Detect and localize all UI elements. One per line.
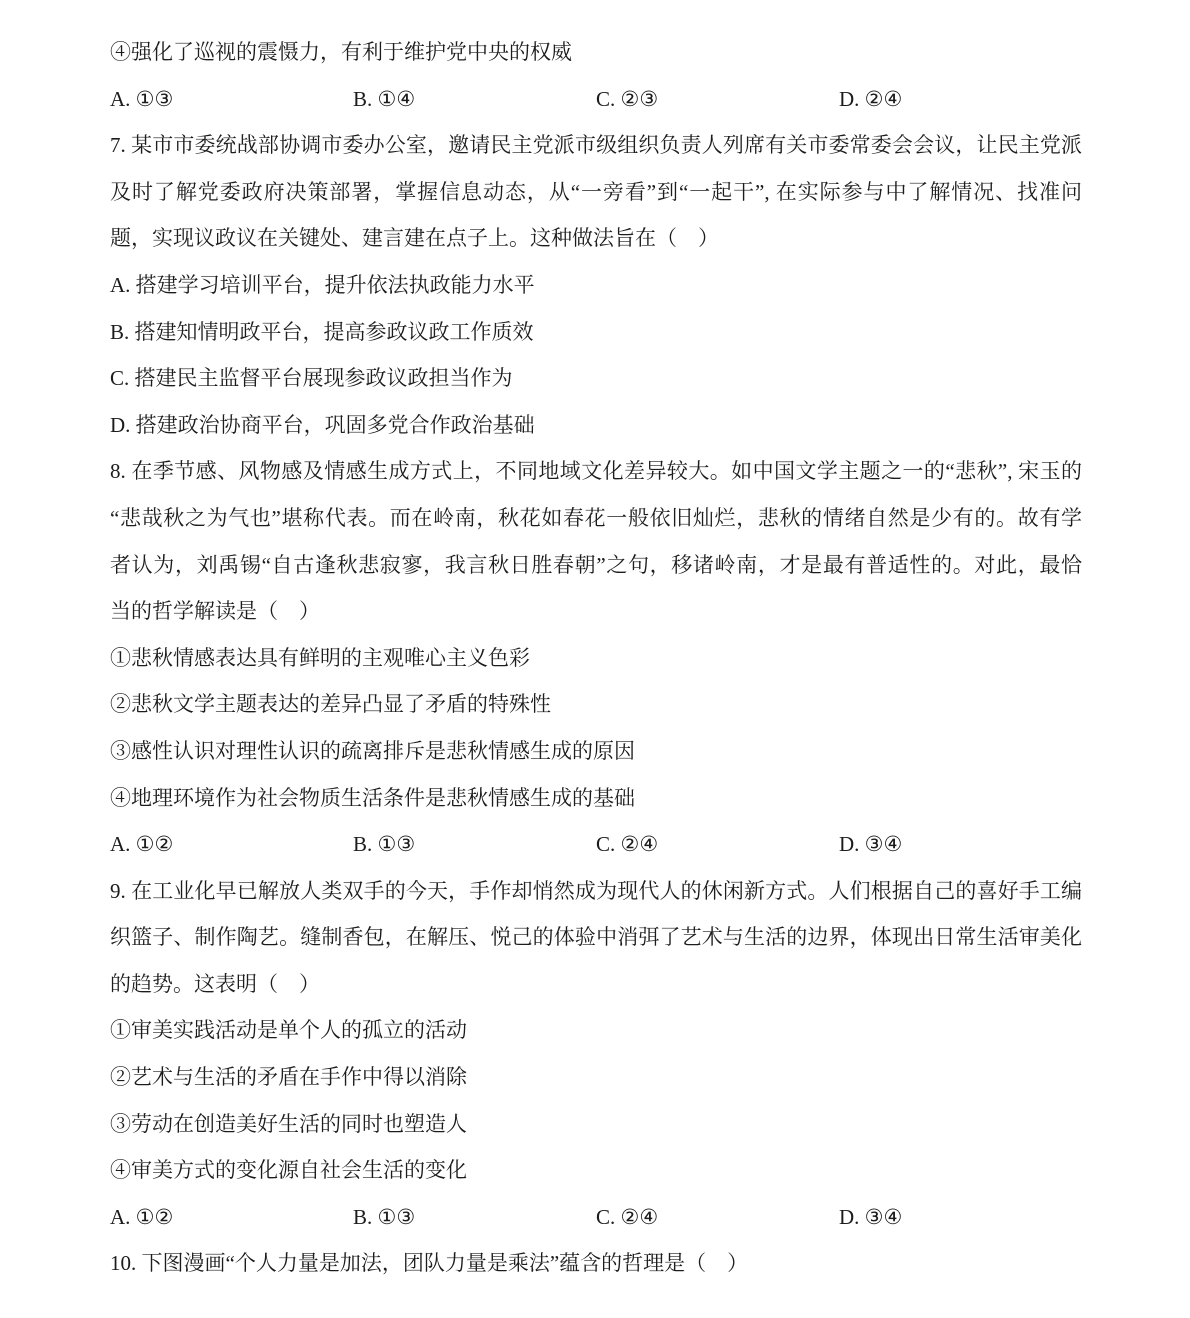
q7-stem-line-3: 题，实现议政议在关键处、建言建在点子上。这种做法旨在（ ） xyxy=(110,226,719,251)
q9-stem-line-3: 的趋势。这表明（ ） xyxy=(110,971,320,996)
q9-statement-2: ②艺术与生活的矛盾在手作中得以消除 xyxy=(110,1065,467,1090)
q9-stem-line-2: 织篮子、制作陶艺。缝制香包，在解压、悦己的体验中消弭了艺术与生活的边界，体现出日常生活审美化 xyxy=(110,925,1082,950)
q8-answer-d: D. ③④ xyxy=(839,832,903,857)
q8-statement-1: ①悲秋情感表达具有鲜明的主观唯心主义色彩 xyxy=(110,645,530,670)
q7-choice-a: A. 搭建学习培训平台，提升依法执政能力水平 xyxy=(110,272,535,297)
q9-statement-4: ④审美方式的变化源自社会生活的变化 xyxy=(110,1158,467,1183)
q9-answer-a: A. ①② xyxy=(110,1204,174,1229)
q7-choice-b: B. 搭建知情明政平台，提高参政议政工作质效 xyxy=(110,319,534,344)
q6-option-4: ④强化了巡视的震慑力，有利于维护党中央的权威 xyxy=(110,40,572,64)
q6-answer-b: B. ①④ xyxy=(353,86,416,111)
q9-answer-row xyxy=(110,1194,1082,1241)
q6-answer-c: C. ②③ xyxy=(596,86,659,111)
q8-statement-3: ③感性认识对理性认识的疏离排斥是悲秋情感生成的原因 xyxy=(110,738,635,763)
q7-choice-c: C. 搭建民主监督平台展现参政议政担当作为 xyxy=(110,366,513,391)
q8-statement-2: ②悲秋文学主题表达的差异凸显了矛盾的特殊性 xyxy=(110,692,551,717)
q8-answer-c: C. ②④ xyxy=(596,832,659,857)
q8-stem-line-4: 当的哲学解读是（ ） xyxy=(110,599,320,624)
q8-stem-line-3: 者认为，刘禹锡“自古逢秋悲寂寥，我言秋日胜春朝”之句，移诸岭南，才是最有普适性的。对此，最恰 xyxy=(110,552,1082,577)
q7-stem-line-1: 7. 某市市委统战部协调市委办公室，邀请民主党派市级组织负责人列席有关市委常委会会议，让民主党派 xyxy=(110,133,1082,158)
q9-answer-d: D. ③④ xyxy=(839,1204,903,1229)
q9-answer-c: C. ②④ xyxy=(596,1204,659,1229)
q8-answer-a: A. ①② xyxy=(110,832,174,857)
q7-stem-line-2: 及时了解党委政府决策部署，掌握信息动态，从“一旁看”到“一起干”, 在实际参与中了解情况、找准问 xyxy=(110,179,1082,204)
q6-answer-row xyxy=(110,76,1082,123)
q8-stem-line-1: 8. 在季节感、风物感及情感生成方式上，不同地域文化差异较大。如中国文学主题之一的“悲秋”, 宋玉的 xyxy=(110,459,1082,484)
q10-stem: 10. 下图漫画“个人力量是加法，团队力量是乘法”蕴含的哲理是（ ） xyxy=(110,1251,749,1276)
q9-stem-line-1: 9. 在工业化早已解放人类双手的今天，手作却悄然成为现代人的休闲新方式。人们根据自己的喜好手工编 xyxy=(110,878,1082,903)
q8-stem-line-2: “悲哉秋之为气也”堪称代表。而在岭南，秋花如春花一般依旧灿烂，悲秋的情绪自然是少有的。故有学 xyxy=(110,505,1082,530)
q8-answer-row xyxy=(110,821,1082,868)
q8-statement-4: ④地理环境作为社会物质生活条件是悲秋情感生成的基础 xyxy=(110,785,635,810)
q9-answer-b: B. ①③ xyxy=(353,1204,416,1229)
q8-answer-b: B. ①③ xyxy=(353,832,416,857)
q6-answer-a: A. ①③ xyxy=(110,86,174,111)
q9-statement-3: ③劳动在创造美好生活的同时也塑造人 xyxy=(110,1111,467,1136)
q7-choice-d: D. 搭建政治协商平台，巩固多党合作政治基础 xyxy=(110,412,535,437)
q9-statement-1: ①审美实践活动是单个人的孤立的活动 xyxy=(110,1018,467,1043)
q6-answer-d: D. ②④ xyxy=(839,86,903,111)
